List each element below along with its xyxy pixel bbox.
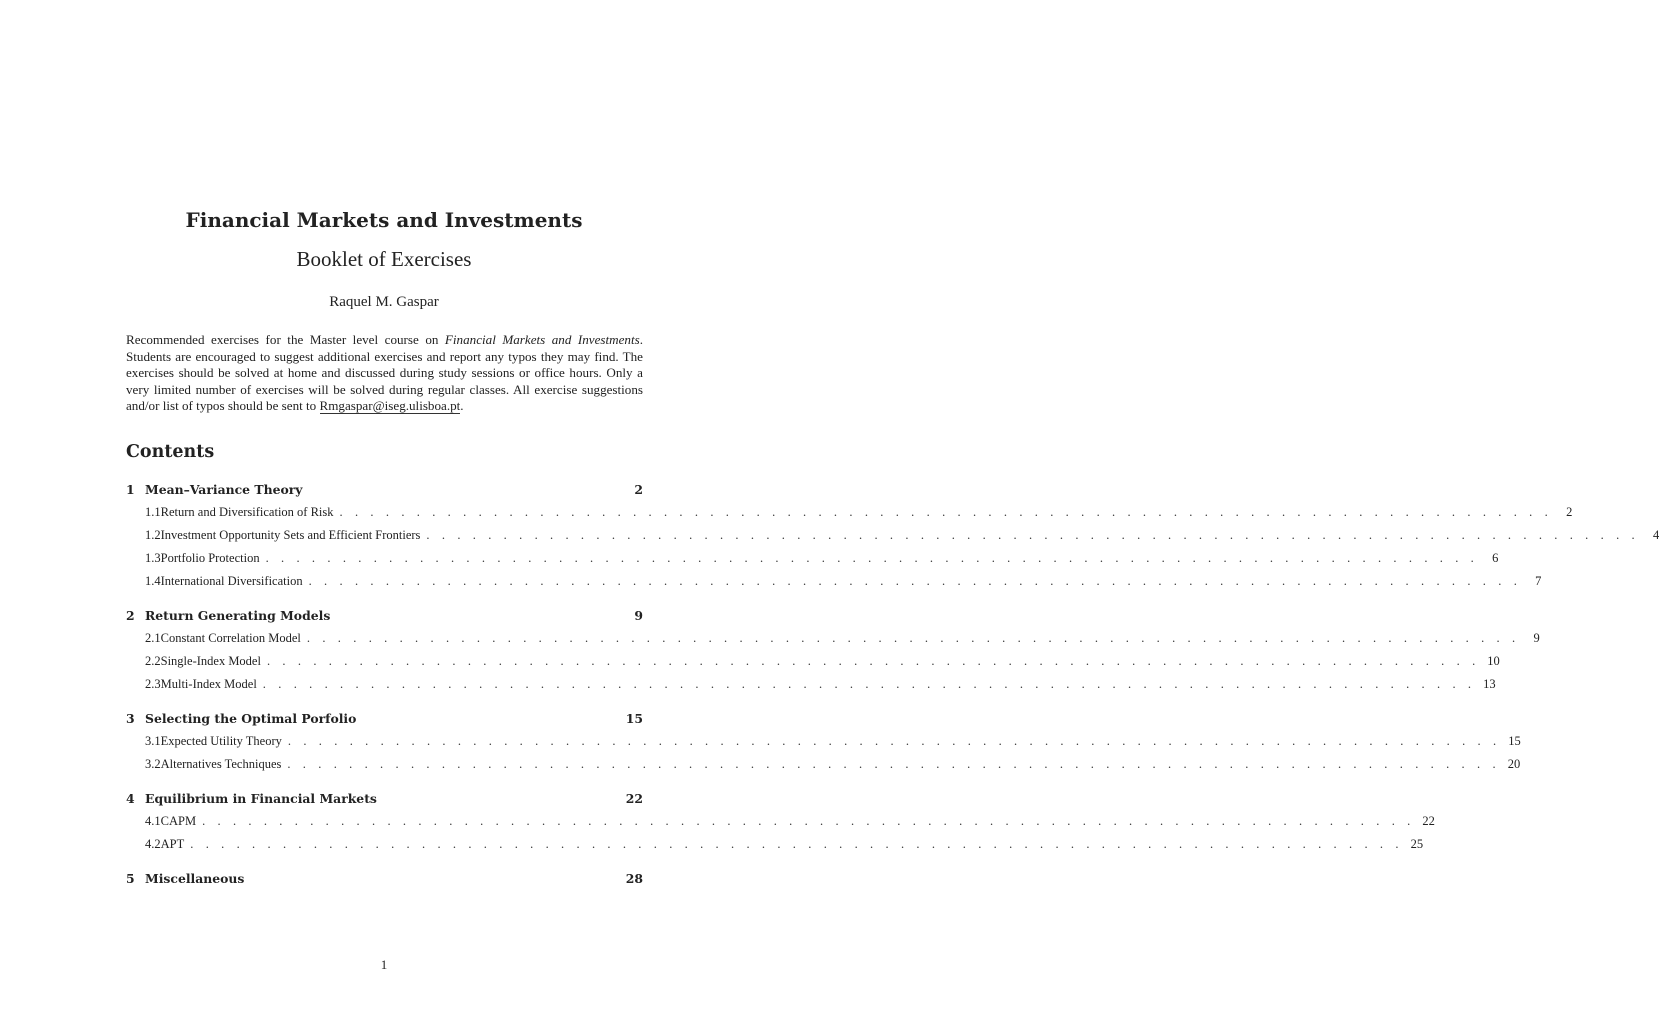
- toc-subsection-number: 3.1: [145, 734, 161, 748]
- toc-subsection-title: CAPM: [160, 814, 197, 828]
- toc-section-number: 4: [126, 791, 135, 806]
- abstract-text-3: .: [460, 398, 464, 414]
- toc-subsection-row[interactable]: [126, 730, 1521, 753]
- toc-section-title: Return Generating Models: [145, 608, 331, 623]
- toc-subsection-row[interactable]: [126, 650, 1500, 673]
- toc-leader-dots: . . . . . . . . . . . . . . . . . . . . . . . . . . . . . . . . . . . . . . . . . . . . . . . . . . . . . . . . . . . . . . . . . . . . . . . . . . . . . . .: [202, 814, 1415, 828]
- toc-leader-dots: . . . . . . . . . . . . . . . . . . . . . . . . . . . . . . . . . . . . . . . . . . . . . . . . . . . . . . . . . . . . . . . . . . . . . . . . . . . . . . .: [287, 734, 1501, 748]
- abstract-text-2: . Students are encouraged to suggest additional exercises and report any typos they may find. The exercises should be solved at home and discussed during study sessions or office hours. Only a very limited number of exercises will be solved during regular classes. All exercise suggestions and/or list of typos should be sent to: [126, 332, 643, 414]
- toc-subsection-title: Constant Correlation Model: [160, 631, 301, 645]
- toc-subsection-title: Alternatives Techniques: [160, 757, 282, 771]
- author-name: Raquel M. Gaspar: [329, 294, 439, 310]
- toc-leader-dots: . . . . . . . . . . . . . . . . . . . . . . . . . . . . . . . . . . . . . . . . . . . . . . . . . . . . . . . . . . . . . . . . . . . . . . . . . . . . . . .: [262, 677, 1476, 691]
- toc-subsection-title: APT: [160, 837, 185, 851]
- toc-gap: [126, 696, 643, 708]
- toc-section-number: 5: [126, 871, 135, 886]
- page-number: 1: [380, 957, 388, 972]
- toc-subsection-title: Expected Utility Theory: [160, 734, 282, 748]
- toc-subsection-title: Multi-Index Model: [160, 677, 257, 691]
- toc-subsection-row[interactable]: [126, 753, 1521, 776]
- course-name: Financial Markets and Investments: [444, 332, 640, 347]
- toc-leader-dots: . . . . . . . . . . . . . . . . . . . . . . . . . . . . . . . . . . . . . . . . . . . . . . . . . . . . . . . . . . . . . . . . . . . . . . . . . . . . . . .: [190, 837, 1404, 851]
- toc-section-page: 2: [634, 482, 643, 497]
- toc-subsection-page: 6: [1492, 551, 1499, 565]
- toc-subsection-number: 1.2: [145, 528, 161, 542]
- toc-subsection-page: 2: [1566, 505, 1573, 519]
- contents-heading: Contents: [126, 442, 215, 462]
- toc-subsection-row[interactable]: [126, 501, 1573, 524]
- abstract-paragraph: [126, 332, 643, 415]
- toc-subsection-number: 2.3: [145, 677, 161, 691]
- toc-gap: [126, 856, 643, 868]
- toc-subsection-number: 4.2: [145, 837, 161, 851]
- document-subtitle: Booklet of Exercises: [296, 247, 472, 271]
- toc-subsection-row[interactable]: [126, 673, 1496, 696]
- toc-leader-dots: . . . . . . . . . . . . . . . . . . . . . . . . . . . . . . . . . . . . . . . . . . . . . . . . . . . . . . . . . . . . . . . . . . . . . . . . . . . . . . .: [339, 505, 1553, 519]
- toc-section-page: 15: [625, 711, 643, 726]
- toc-subsection-number: 3.2: [145, 757, 161, 771]
- toc-section-title: Equilibrium in Financial Markets: [145, 791, 377, 806]
- toc-subsection-page: 4: [1653, 528, 1659, 542]
- toc-section-number: 3: [126, 711, 135, 726]
- toc-gap: [126, 593, 643, 605]
- toc-section-row[interactable]: [126, 788, 643, 810]
- toc-subsection-row[interactable]: [126, 570, 1542, 593]
- toc-subsection-title: International Diversification: [160, 574, 303, 588]
- toc-gap: [126, 776, 643, 788]
- document-title: Financial Markets and Investments: [185, 208, 583, 232]
- toc-subsection-number: 2.2: [145, 654, 161, 668]
- toc-subsection-page: 13: [1483, 677, 1496, 691]
- toc-subsection-number: 1.4: [145, 574, 161, 588]
- toc-leader-dots: . . . . . . . . . . . . . . . . . . . . . . . . . . . . . . . . . . . . . . . . . . . . . . . . . . . . . . . . . . . . . . . . . . . . . . . . . . . . . . .: [287, 757, 1501, 771]
- toc-leader-dots: . . . . . . . . . . . . . . . . . . . . . . . . . . . . . . . . . . . . . . . . . . . . . . . . . . . . . . . . . . . . . . . . . . . . . . . . . . . . . . .: [265, 551, 1479, 565]
- toc-subsection-page: 10: [1487, 654, 1500, 668]
- toc-subsection-title: Portfolio Protection: [160, 551, 260, 565]
- toc-subsection-number: 1.3: [145, 551, 161, 565]
- toc-subsection-page: 20: [1507, 757, 1521, 771]
- toc-subsection-row[interactable]: [126, 524, 1659, 547]
- toc-section-number: 1: [126, 482, 135, 497]
- toc-subsection-row[interactable]: [126, 627, 1540, 650]
- toc-subsection-title: Return and Diversification of Risk: [160, 505, 334, 519]
- toc-section-row[interactable]: [126, 868, 643, 890]
- toc-leader-dots: . . . . . . . . . . . . . . . . . . . . . . . . . . . . . . . . . . . . . . . . . . . . . . . . . . . . . . . . . . . . . . . . . . . . . . . . . . . . . . .: [306, 631, 1520, 645]
- abstract-text-1: Recommended exercises for the Master level course on: [126, 332, 445, 347]
- toc-leader-dots: . . . . . . . . . . . . . . . . . . . . . . . . . . . . . . . . . . . . . . . . . . . . . . . . . . . . . . . . . . . . . . . . . . . . . . . . . . . . . . .: [266, 654, 1480, 668]
- toc-section-number: 2: [126, 608, 135, 623]
- toc-section-title: Mean–Variance Theory: [145, 482, 303, 497]
- toc-section-page: 22: [625, 791, 643, 806]
- toc-section-page: 28: [625, 871, 643, 886]
- toc-section-row[interactable]: [126, 479, 643, 501]
- toc-leader-dots: . . . . . . . . . . . . . . . . . . . . . . . . . . . . . . . . . . . . . . . . . . . . . . . . . . . . . . . . . . . . . . . . . . . . . . . . . . . . . . .: [308, 574, 1522, 588]
- toc-subsection-page: 25: [1410, 837, 1424, 851]
- toc-leader-dots: . . . . . . . . . . . . . . . . . . . . . . . . . . . . . . . . . . . . . . . . . . . . . . . . . . . . . . . . . . . . . . . . . . . . . . . . . . . . . . .: [426, 528, 1640, 542]
- toc-subsection-row[interactable]: [126, 547, 1499, 570]
- table-of-contents: [126, 479, 1659, 890]
- toc-subsection-title: Investment Opportunity Sets and Efficient Frontiers: [160, 528, 421, 542]
- toc-subsection-row[interactable]: [126, 833, 1424, 856]
- toc-subsection-page: 15: [1508, 734, 1521, 748]
- toc-subsection-row[interactable]: [126, 810, 1435, 833]
- toc-subsection-title: Single-Index Model: [160, 654, 261, 668]
- toc-subsection-page: 22: [1422, 814, 1435, 828]
- toc-section-row[interactable]: [126, 605, 643, 627]
- toc-subsection-number: 4.1: [145, 814, 161, 828]
- toc-section-page: 9: [634, 608, 643, 623]
- toc-subsection-number: 2.1: [145, 631, 161, 645]
- toc-subsection-number: 1.1: [145, 505, 161, 519]
- toc-section-title: Miscellaneous: [145, 871, 245, 886]
- toc-subsection-page: 9: [1533, 631, 1540, 645]
- toc-subsection-page: 7: [1535, 574, 1542, 588]
- email-link[interactable]: Rmgaspar@iseg.ulisboa.pt: [319, 398, 461, 414]
- toc-section-title: Selecting the Optimal Porfolio: [145, 711, 357, 726]
- toc-section-row[interactable]: [126, 708, 643, 730]
